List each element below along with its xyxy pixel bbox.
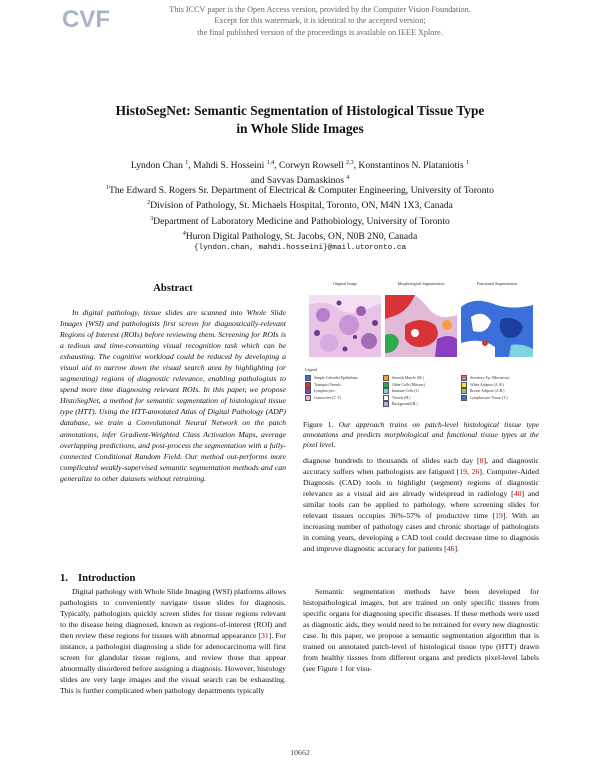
affiliation: $^4$Huron Digital Pathology, St. Jacobs, ON, N0B 2N0, Canada bbox=[182, 230, 418, 243]
affiliation: $^1$The Edward S. Rogers Sr. Department of Electrical & Computer Engineering, University of Toronto bbox=[106, 185, 494, 197]
paper-title bbox=[40, 102, 560, 137]
legend-title: Legend bbox=[305, 367, 317, 372]
citation-link[interactable]: 40 bbox=[513, 489, 522, 499]
legend-entry: Connective (C.T.) bbox=[305, 395, 357, 402]
cvf-logo bbox=[60, 4, 112, 32]
functional-segmentation-map bbox=[461, 295, 533, 357]
legend-swatch bbox=[461, 395, 467, 401]
author-name: Corwyn Rowsell bbox=[278, 160, 344, 172]
affiliation-list bbox=[30, 182, 570, 254]
legend-entry: Transport Vessels bbox=[305, 382, 357, 389]
author-affiliation-mark: 1 bbox=[466, 160, 470, 166]
author-name: Savvas Damaskinos bbox=[266, 175, 344, 187]
legend-swatch bbox=[383, 375, 389, 381]
legend-column bbox=[305, 375, 357, 401]
watermark-line: the final published version of the proceedings is available on IEEE Xplore. bbox=[197, 27, 443, 37]
legend-entry: Simple Cuboidal Epithelium bbox=[305, 375, 357, 382]
section-heading bbox=[60, 573, 135, 584]
legend-swatch bbox=[461, 382, 467, 388]
author-name: Lyndon Chan bbox=[130, 160, 183, 172]
legend-column bbox=[383, 375, 425, 408]
author-list: Lyndon Chan $^1$, Mahdi S. Hosseini $^{1,4}$, Corwyn Rowsell $^{2,3}$, Konstantinos N. Plataniotis $^1$ and Savvas Damaskinos $^4$ bbox=[130, 160, 470, 187]
panel-label: Original Image bbox=[332, 281, 358, 286]
legend-entry: Lymphocytes Tissue (T.) bbox=[461, 395, 509, 402]
title-line: in Whole Slide Images bbox=[236, 120, 364, 136]
panel-label: Morphological Segmentation bbox=[397, 281, 445, 286]
title-line: HistoSegNet: Semantic Segmentation of Histological Tissue Type bbox=[115, 103, 485, 118]
morphological-segmentation-map bbox=[385, 295, 457, 357]
legend-swatch bbox=[383, 395, 389, 401]
caption-label: Figure 1. bbox=[303, 420, 334, 429]
author-affiliation-mark: 1,4 bbox=[266, 160, 275, 166]
legend-swatch bbox=[383, 388, 389, 394]
legend-entry: Background (B.) bbox=[383, 401, 425, 408]
citation-link[interactable]: 31 bbox=[261, 631, 269, 641]
legend-swatch bbox=[305, 382, 311, 388]
citation-link[interactable]: 26 bbox=[471, 467, 480, 477]
legend-swatch bbox=[305, 388, 311, 394]
author-affiliation-mark: 4 bbox=[346, 175, 350, 182]
author-affiliation-mark: 2,3 bbox=[346, 160, 354, 166]
legend-entry: Secretory Ep. (Mucinous) bbox=[461, 375, 509, 382]
intro-paragraph: Digital pathology with Whole Slide Imaging (WSI) platforms allows pathologists to conveniently navigate tissue slides for diagnosis. Typically, pathologists quickly screen slides for tissue regions relevant to the disease being diagnosed, known as regions-of-interest (ROI) and then review these regions for tissues with abnormal appearance [31]. For instance, a pathologist diagnosing a slide for adenocarcinoma will first screen for glandular tissue regions, and review those that appear abnormally disordered before assigning a diagnosis. However, histology slides are very large images and the visual search can be exhausting. This is further complicated when pathology departments typically bbox=[60, 587, 286, 696]
citation-link[interactable]: 19 bbox=[495, 511, 503, 521]
legend-entry: Smooth Muscle (M.) bbox=[383, 375, 425, 382]
legend-swatch bbox=[461, 375, 467, 381]
figure-legend bbox=[303, 367, 539, 417]
abstract-text: In digital pathology, tissue slides are scanned into Whole Slide Images (WSI) and pathologists first screen for diagnostically-relevant Regions of Interest (ROIs) before reviewing them. Screening for ROIs is a tedious and time-consuming visual recognition task which can be exhausting. The cognitive workload could be reduced by developing a visual aid to narrow down the visual search area by highlighting (or segmenting) regions of diagnostic relevance, enabling pathologists to spend more time diagnosing relevant ROIs. In this paper, we propose HistoSegNet, a method for semantic segmentation of histological tissue type (HTT). Using the HTT-annotated Atlas of Digital Pathology (ADP) database, we train a Convolutional Neural Network on the patch annotations, infer Gradient-Weighted Class Activation Maps, average overlapping predictions, and post-process the segmentation with a fully-connected Conditional Random Field. Our method out-performs more complicated weakly-supervised semantic segmentation methods and can generalize to other datasets without retraining. bbox=[60, 308, 286, 483]
legend-swatch bbox=[461, 388, 467, 394]
legend-column bbox=[461, 375, 509, 401]
section-title: Introduction bbox=[77, 573, 136, 584]
citation-link[interactable]: 8 bbox=[479, 456, 484, 465]
author-affiliation-mark: 1 bbox=[185, 160, 189, 166]
citation-link[interactable]: 46 bbox=[446, 544, 455, 554]
legend-entry: Immune Cells (I.) bbox=[383, 388, 425, 395]
legend-entry: White Adipose (A.W.) bbox=[461, 382, 509, 389]
citation-link[interactable]: 1 bbox=[339, 664, 344, 674]
legend-swatch bbox=[383, 401, 389, 407]
watermark-banner bbox=[120, 4, 520, 38]
page-number: 10662 bbox=[290, 748, 310, 757]
affiliation: $^2$Division of Pathology, St. Michaels Hospital, Toronto, ON, M4N 1X3, Canada bbox=[147, 200, 453, 212]
body-paragraph: diagnose hundreds to thousands of slides each day [8], and diagnostic accuracy suffers when pathologists are fatigued [19, 26]. Computer-Aided Diagnosis (CAD) tools to highlight (segment) regions of diagnostic relevance as a visual aid are already widespread in radiology [40] and similar tools can be applied to pathology, where screening slides for relevant tissues occupies 36%-57% of productive time [19]. With an increasing number of pathology cases and chronic shortage of pathologists in coming years, developing a CAD tool could decrease time to diagnosis and improve diagnostic accuracy for patients [46]. bbox=[303, 456, 539, 554]
section-number: 1. bbox=[60, 573, 68, 584]
watermark-line: Except for this watermark, it is identical to the accepted version; bbox=[214, 16, 426, 26]
author-email[interactable]: {lyndon.chan, mahdi.hosseini}@mail.utoronto.ca bbox=[193, 244, 407, 253]
caption-text: Our approach trains on patch-level histological tissue type annotations and predicts morphological and functional tissue types at the pixel level. bbox=[303, 420, 539, 450]
original-histology-image bbox=[309, 295, 381, 357]
abstract-heading: Abstract bbox=[153, 283, 193, 294]
legend-entry: Lymphocytes bbox=[305, 388, 357, 395]
body-paragraph: Semantic segmentation methods have been developed for histopathological images, but are trained on only specific tissues from specific organs for diagnosing specific diseases. If these methods were used as diagnostic aids, they would need to be retrained for every new diagnostic case. In this paper, we propose a semantic segmentation algorithm that is trained on annotated patch-level of histological tissue type (HTT) drawn from healthy tissues from different organs and predicts pixel-level labels (see Figure 1 for visu- bbox=[303, 587, 539, 674]
legend-entry: Brown Adipose (A.B.) bbox=[461, 388, 509, 395]
panel-label: Functional Segmentation bbox=[476, 281, 518, 286]
legend-swatch bbox=[383, 382, 389, 388]
legend-swatch bbox=[305, 375, 311, 381]
citation-link[interactable]: 19 bbox=[459, 467, 468, 477]
figure-1 bbox=[303, 281, 539, 417]
affiliation: $^3$Department of Laboratory Medicine and Pathobiology, University of Toronto bbox=[150, 215, 450, 227]
watermark-line: This ICCV paper is the Open Access version, provided by the Computer Vision Foundation. bbox=[169, 5, 471, 14]
legend-entry: Other Cells (Mitoses) bbox=[383, 382, 425, 389]
author-name: Konstantinos N. Plataniotis bbox=[358, 160, 464, 172]
legend-swatch bbox=[305, 395, 311, 401]
cvf-logo-text: CVF bbox=[62, 6, 110, 32]
author-name: Mahdi S. Hosseini bbox=[193, 160, 265, 172]
figure-caption bbox=[303, 420, 539, 451]
legend-entry: Vessels (H.) bbox=[383, 395, 425, 402]
